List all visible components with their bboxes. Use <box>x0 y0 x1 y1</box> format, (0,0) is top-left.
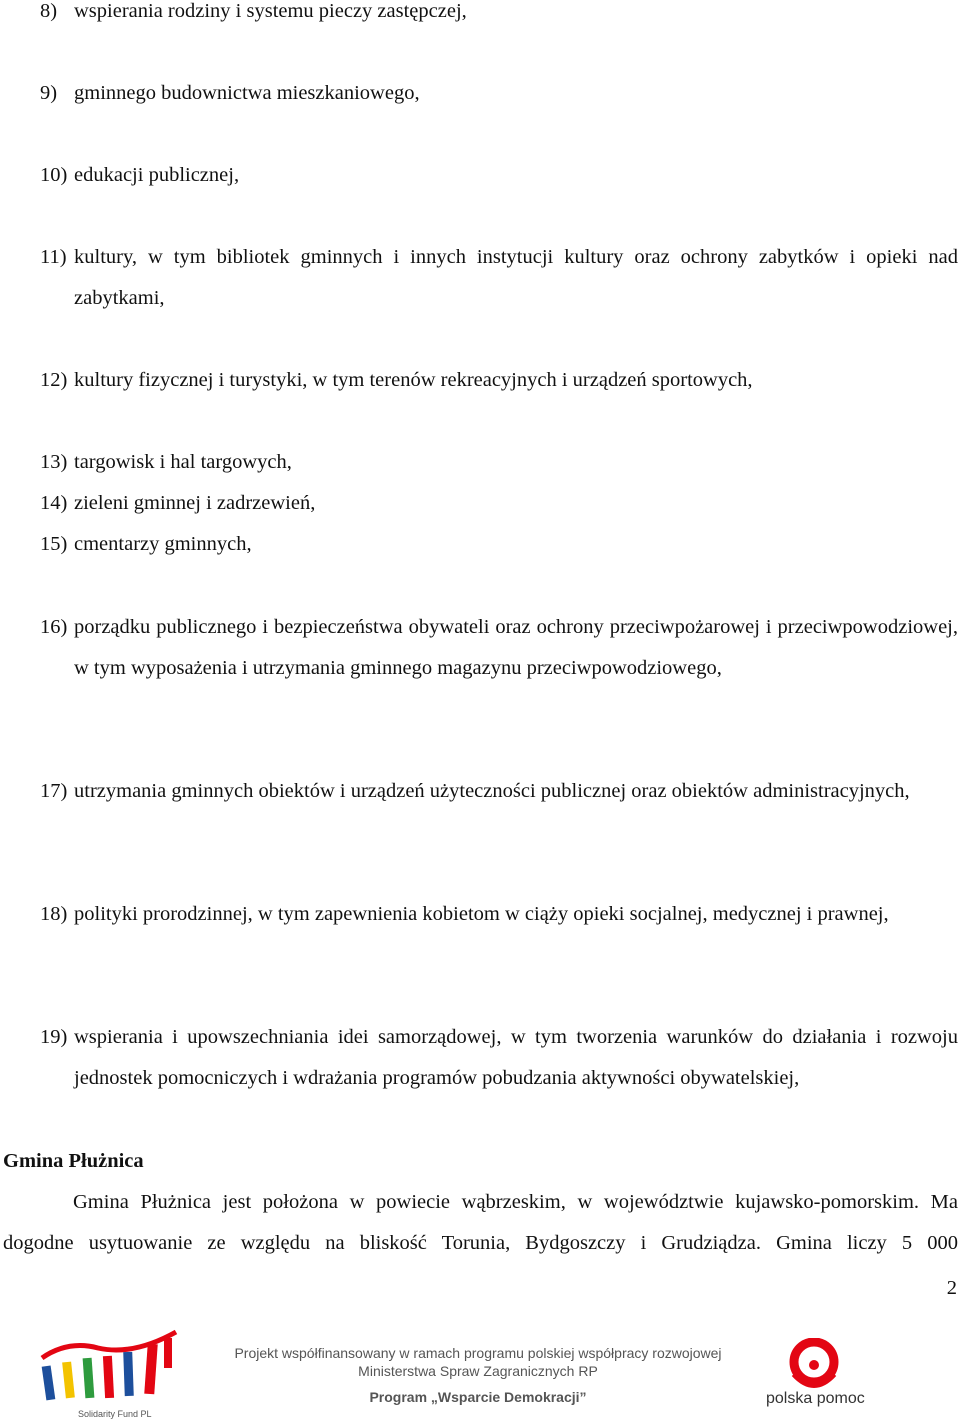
list-item <box>40 524 958 565</box>
list-number: 11) <box>40 246 67 268</box>
polska-pomoc-logo-text: polska pomoc <box>766 1390 865 1407</box>
section-heading: Gmina Płużnica <box>3 1150 144 1172</box>
list-number: 12) <box>40 369 68 391</box>
list-text: utrzymania gminnych obiektów i urządzeń użyteczności publicznej oraz obiektów administracyjnych, <box>74 780 910 802</box>
list-text: edukacji publicznej, <box>74 164 240 186</box>
list-text: gminnego budownictwa mieszkaniowego, <box>74 82 420 104</box>
list-text: kultury fizycznej i turystyki, w tym terenów rekreacyjnych i urządzeń sportowych, <box>74 369 753 391</box>
list-item <box>40 894 958 935</box>
list-number: 15) <box>40 533 68 555</box>
funding-line-2: Ministerstwa Spraw Zagranicznych RP <box>358 1363 598 1379</box>
list-number: 9) <box>40 82 58 104</box>
list-item <box>40 442 958 483</box>
list-item <box>40 155 958 196</box>
list-text: cmentarzy gminnych, <box>74 533 252 555</box>
funding-line-1: Projekt współfinansowany w ramach programu polskiej współpracy rozwojowej <box>234 1345 722 1361</box>
list-text: zieleni gminnej i zadrzewień, <box>74 492 316 514</box>
solidarity-fund-logo-text: Solidarity Fund PL <box>78 1409 152 1419</box>
list-item <box>40 237 958 319</box>
list-item <box>40 360 958 401</box>
list-item <box>40 73 958 114</box>
funding-line-3: Program „Wsparcie Demokracji” <box>369 1389 587 1405</box>
list-number: 8) <box>40 0 58 22</box>
list-text: porządku publicznego i bezpieczeństwa obywateli oraz ochrony przeciwpożarowej i przeciwpowodziowej, w tym wyposażenia i utrzymania gminnego magazynu przeciwpowodziowego, <box>74 616 958 679</box>
page-number: 2 <box>946 1277 957 1299</box>
footer <box>0 1318 960 1425</box>
list-number: 13) <box>40 451 68 473</box>
list-item <box>40 0 958 32</box>
list-text: targowisk i hal targowych, <box>74 451 292 473</box>
list-number: 18) <box>40 903 68 925</box>
funding-note <box>200 1344 756 1406</box>
list-number: 17) <box>40 780 68 802</box>
list-item <box>40 483 958 524</box>
list-text: wspierania i upowszechniania idei samorządowej, w tym tworzenia warunków do działania i rozwoju jednostek pomocniczych i wdrażania programów pobudzania aktywności obywatelskiej, <box>74 1026 958 1089</box>
body-paragraph: Gmina Płużnica jest położona w powiecie wąbrzeskim, w województwie kujawsko-pomorskim. Ma dogodne usytuowanie ze względu na bliskość Torunia, Bydgoszczy i Grudziądza. Gmina liczy 5 000 <box>3 1191 958 1254</box>
list-item <box>40 607 958 689</box>
list-number: 10) <box>40 164 68 186</box>
list-text: kultury, w tym bibliotek gminnych i innych instytucji kultury oraz ochrony zabytków i opieki nad zabytkami, <box>74 246 958 309</box>
list-number: 19) <box>40 1026 68 1048</box>
list-number: 16) <box>40 616 68 638</box>
list-number: 14) <box>40 492 68 514</box>
list-text: polityki prorodzinnej, w tym zapewnienia kobietom w ciąży opieki socjalnej, medycznej i prawnej, <box>74 903 889 925</box>
list-item <box>40 771 958 812</box>
solidarity-fund-logo <box>38 1318 183 1423</box>
list-item <box>40 1017 958 1099</box>
list-text: wspierania rodziny i systemu pieczy zastępczej, <box>74 0 467 22</box>
